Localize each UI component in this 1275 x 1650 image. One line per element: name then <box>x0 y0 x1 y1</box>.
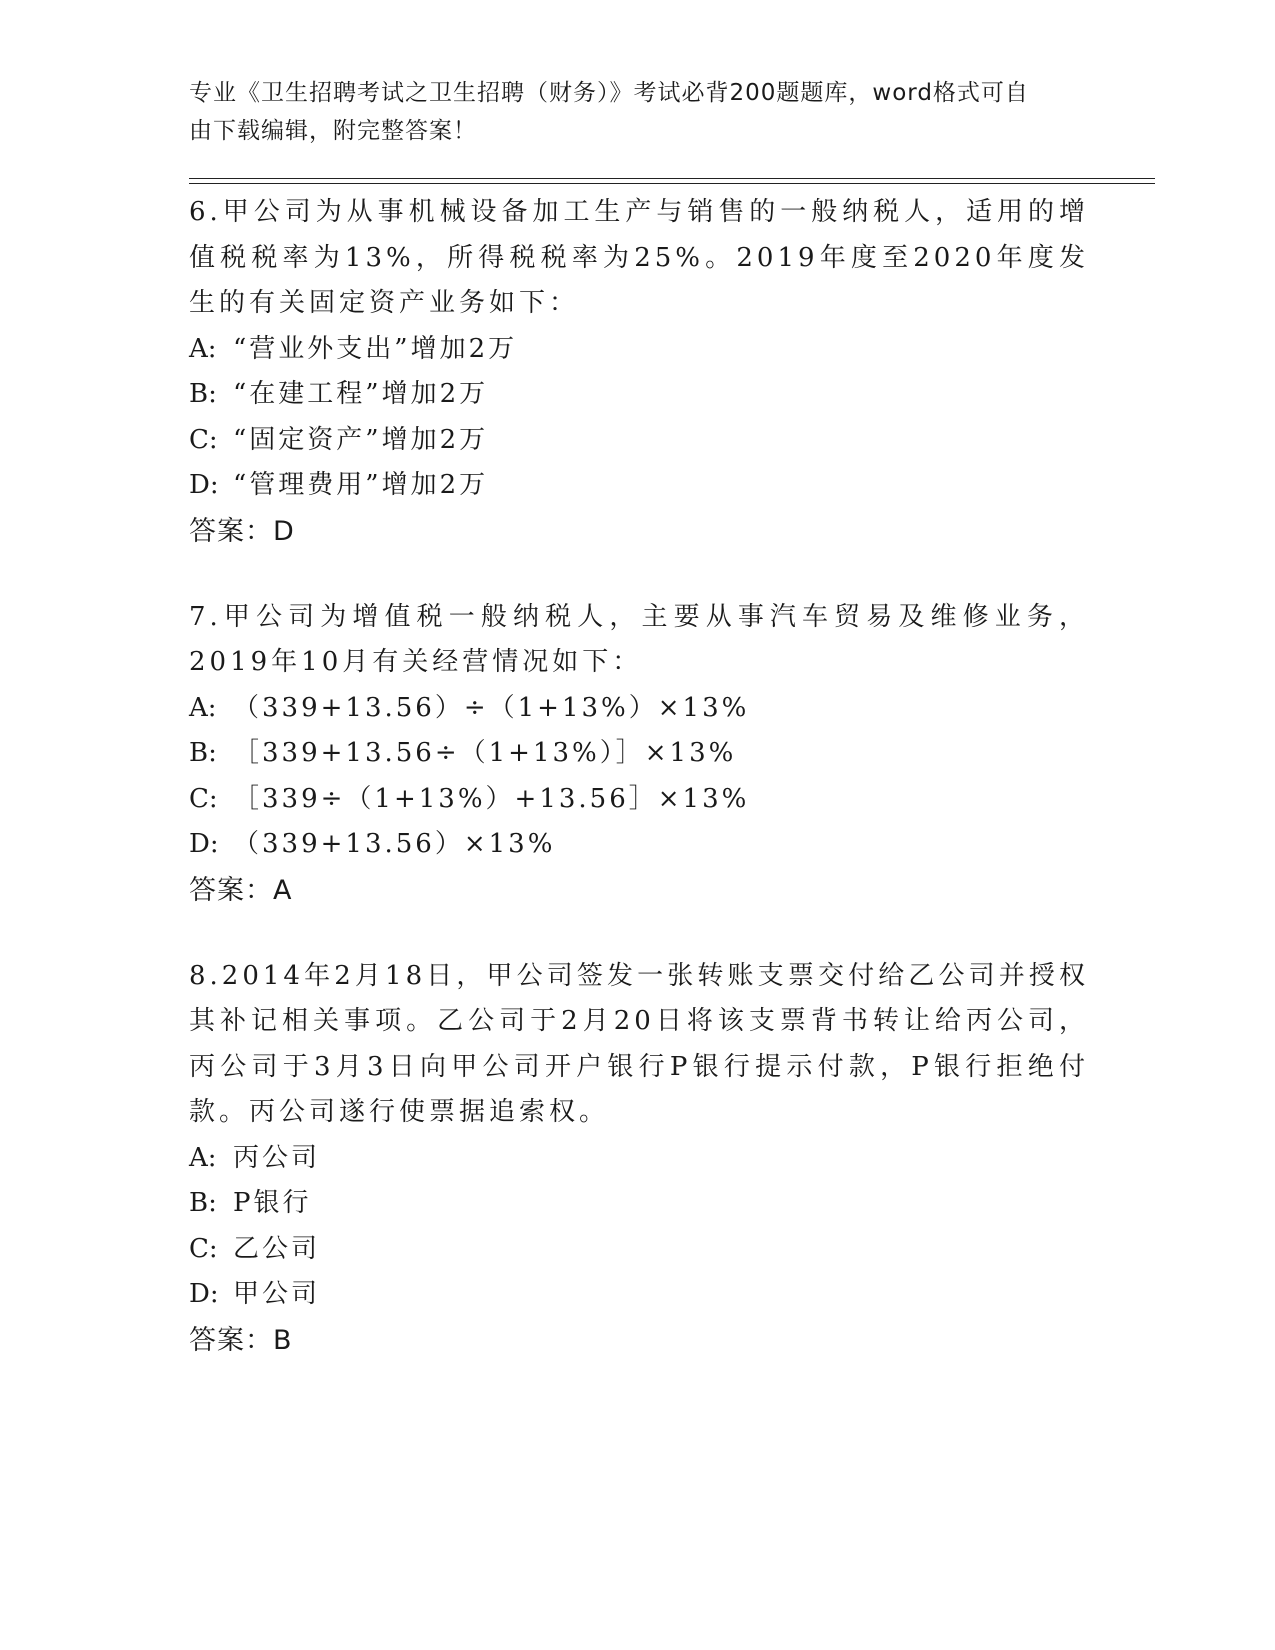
option-letter: C: <box>189 424 218 455</box>
option-letter: D: <box>189 470 219 500</box>
option-letter: B: <box>189 738 217 768</box>
option-b <box>189 372 1089 418</box>
option-letter: C: <box>189 1233 218 1264</box>
question-7 <box>189 595 1089 914</box>
option-d <box>189 1272 1089 1318</box>
option-a <box>189 686 1089 732</box>
header-line-1: 专业《卫生招聘考试之卫生招聘（财务）》考试必背200题题库，word格式可自 <box>189 80 1029 106</box>
answer-line: 答案：A <box>189 874 293 906</box>
header-divider-top <box>189 178 1155 179</box>
option-letter: D: <box>189 1279 219 1309</box>
option-a <box>189 1136 1089 1182</box>
option-letter: A: <box>189 333 217 364</box>
option-letter: C: <box>189 783 218 814</box>
option-c <box>189 1227 1089 1273</box>
option-b <box>189 1181 1089 1227</box>
header-divider-bottom <box>189 183 1155 184</box>
option-text: 丙公司 <box>233 1142 321 1173</box>
answer-line: 答案：B <box>189 1324 293 1356</box>
option-text: “固定资产”增加2万 <box>233 424 489 455</box>
option-a <box>189 327 1089 373</box>
option-text: （339+13.56）÷（1+13%）×13% <box>233 692 750 723</box>
option-text: “营业外支出”增加2万 <box>233 333 518 364</box>
option-text: “管理费用”增加2万 <box>233 470 489 500</box>
option-b <box>189 731 1089 777</box>
document-header <box>189 74 1069 150</box>
option-text: P银行 <box>233 1188 312 1218</box>
header-line-2: 由下载编辑，附完整答案！ <box>189 118 477 144</box>
question-stem: 6.甲公司为从事机械设备加工生产与销售的一般纳税人，适用的增值税税率为13%，所得税税率为25%。2019年度至2020年度发生的有关固定资产业务如下： <box>189 197 1089 318</box>
option-text: （339+13.56）×13% <box>233 829 556 859</box>
answer-line: 答案：D <box>189 515 295 547</box>
option-letter: B: <box>189 1188 217 1218</box>
option-letter: B: <box>189 379 217 409</box>
option-c <box>189 777 1089 823</box>
option-text: “在建工程”增加2万 <box>233 379 489 409</box>
option-letter: D: <box>189 829 219 859</box>
question-8 <box>189 954 1089 1364</box>
question-6 <box>189 190 1089 555</box>
option-d <box>189 463 1089 509</box>
option-d <box>189 822 1089 868</box>
question-stem: 8.2014年2月18日，甲公司签发一张转账支票交付给乙公司并授权其补记相关事项。乙公司于2月20日将该支票背书转让给丙公司，丙公司于3月3日向甲公司开户银行P银行提示付款，P银行拒绝付款。丙公司遂行使票据追索权。 <box>189 960 1089 1127</box>
question-stem: 7.甲公司为增值税一般纳税人，主要从事汽车贸易及维修业务，2019年10月有关经营情况如下： <box>189 601 1089 677</box>
option-letter: A: <box>189 692 217 723</box>
option-text: 乙公司 <box>233 1233 321 1264</box>
option-text: ［339÷（1+13%）+13.56］×13% <box>233 783 750 814</box>
question-list <box>189 190 1089 1404</box>
option-text: 甲公司 <box>233 1279 321 1309</box>
option-text: ［339+13.56÷（1+13%）］×13% <box>233 738 737 768</box>
option-c <box>189 418 1089 464</box>
option-letter: A: <box>189 1142 217 1173</box>
